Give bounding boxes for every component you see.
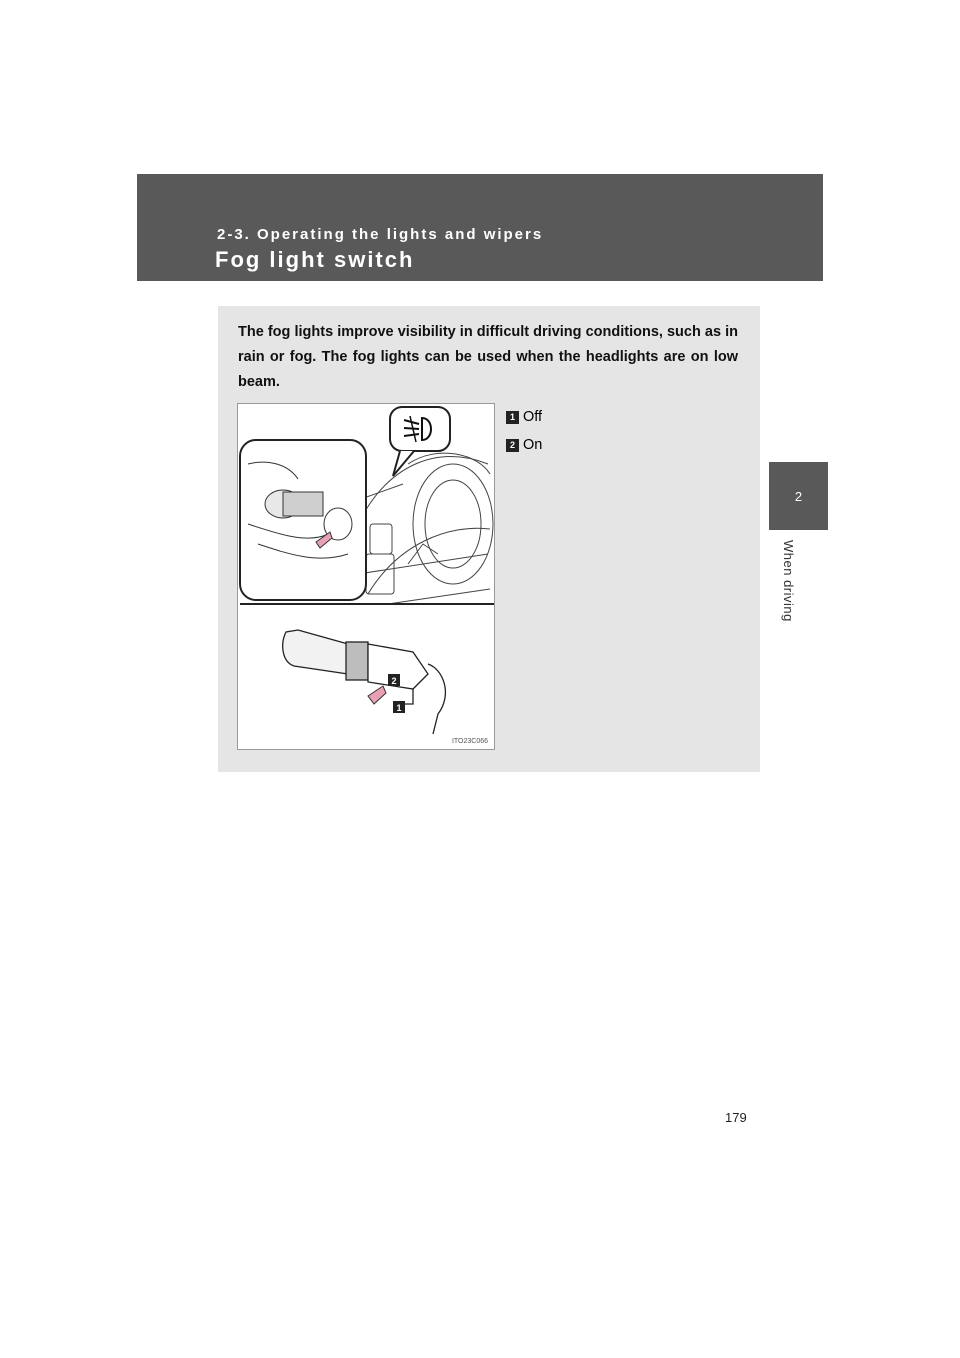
inset-detail [240,440,366,600]
badge-2: 2 [506,439,519,452]
fog-light-icon-callout [390,407,450,476]
section-title: 2-3. Operating the lights and wipers [217,226,544,243]
svg-text:1: 1 [396,703,402,713]
chapter-tab [769,462,828,530]
fog-light-switch-illustration [237,403,495,750]
legend-item-off [506,403,542,431]
badge-1: 1 [506,411,519,424]
page-number: 179 [725,1110,747,1125]
legend-label-off: Off [523,409,543,425]
legend-label-on: On [523,437,543,453]
chapter-label: When driving [781,540,796,622]
legend-item-on [506,431,542,459]
svg-text:2: 2 [391,676,397,686]
legend [506,403,542,459]
chapter-number: 2 [794,488,803,504]
page-title: Fog light switch [215,247,415,272]
illustration-drawing [238,404,496,751]
figure-code: ITO23C066 [451,738,488,745]
chapter-header [137,174,823,281]
content-box [218,306,760,772]
headlight-stalk [283,630,446,734]
intro-text: The fog lights improve visibility in difficult driving conditions, such as in rain or fog. The fog lights can be used when the headlights are on low beam. [238,324,738,390]
